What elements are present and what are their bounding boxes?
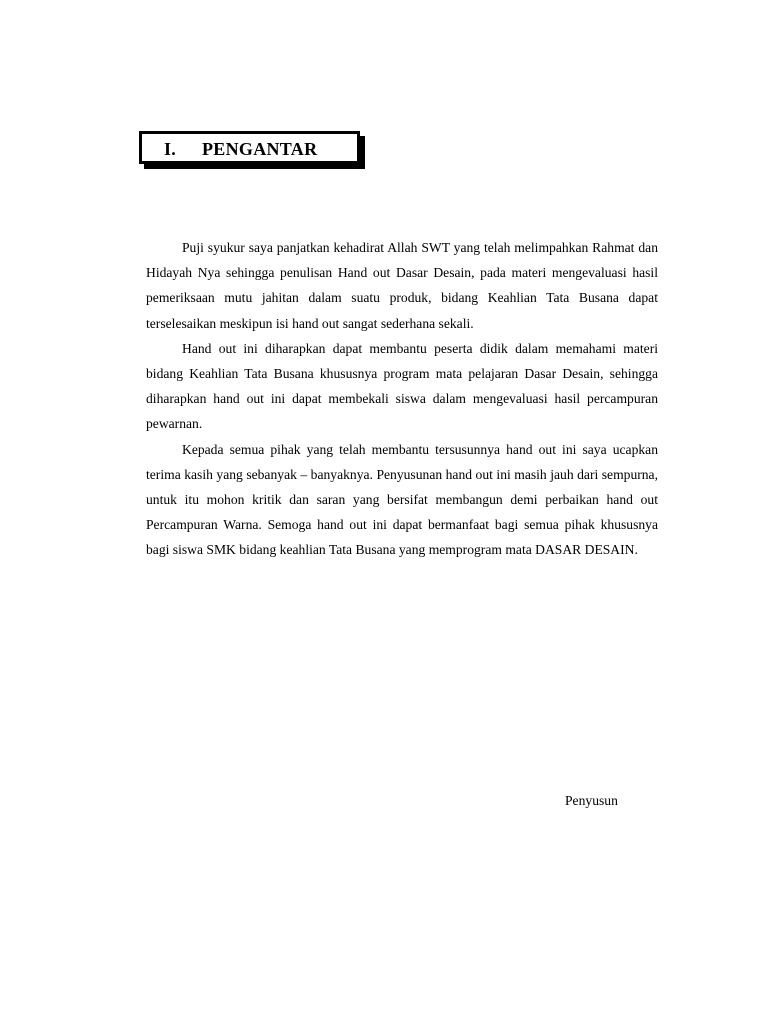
section-heading (164, 139, 317, 160)
paragraph-2: Hand out ini diharapkan dapat membantu peserta didik dalam memahami materi bidang Keahlian Tata Busana khususnya program mata pelajaran Dasar Desain, sehingga diharapkan hand out ini dapat membekali siswa dalam mengevaluasi hasil percampuran pewarnan. (146, 340, 658, 432)
section-number: I. (164, 139, 177, 159)
paragraph-1: Puji syukur saya panjatkan kehadirat Allah SWT yang telah melimpahkan Rahmat dan Hidayah Nya sehingga penulisan Hand out Dasar Desain, pada materi mengevaluasi hasil pemeriksaan mutu jahitan dalam suatu produk, bidang Keahlian Tata Busana dapat terselesaikan meskipun isi hand out sangat sederhana sekali. (146, 240, 658, 331)
paragraph-3: Kepada semua pihak yang telah membantu tersusunnya hand out ini saya ucapkan terima kasih yang sebanyak – banyaknya. Penyusunan hand out ini masih jauh dari sempurna, untuk itu mohon kritik dan saran yang bersifat membangun demi perbaikan hand out Percampuran Warna. Semoga hand out ini dapat bermanfaat bagi semua pihak khususnya bagi siswa SMK bidang keahlian Tata Busana yang memprogram mata DASAR DESAIN. (146, 441, 658, 558)
body-text (146, 235, 658, 563)
signature: Penyusun (565, 793, 618, 808)
section-heading-box (139, 131, 360, 164)
section-title: PENGANTAR (202, 139, 318, 159)
